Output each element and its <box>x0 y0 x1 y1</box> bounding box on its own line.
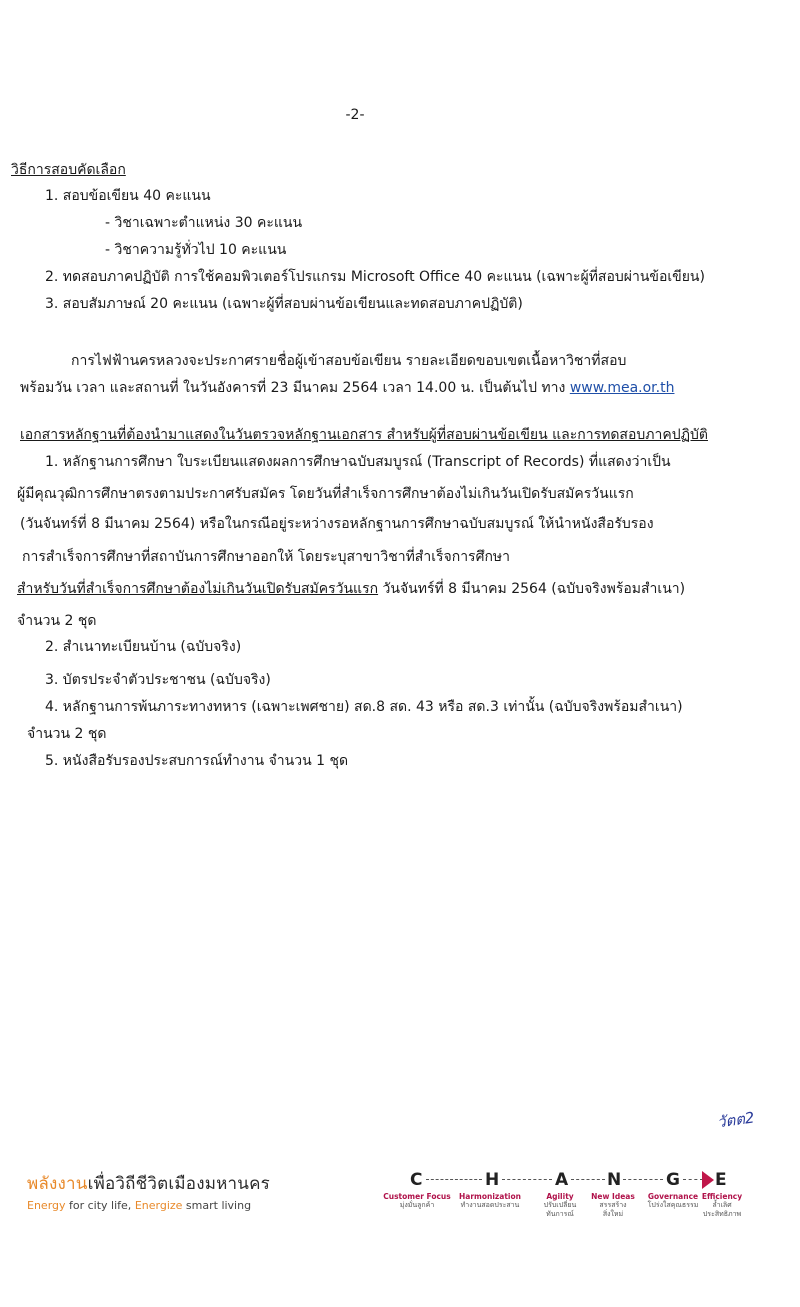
value-en: Harmonization <box>459 1192 521 1201</box>
value-customer-focus <box>382 1192 452 1210</box>
value-en: Governance <box>647 1192 699 1201</box>
handwritten-note: วัตต2 <box>715 1108 756 1132</box>
value-th: ทำงานสอดประสาน <box>460 1201 520 1209</box>
slogan-en-end: smart living <box>182 1199 252 1212</box>
doc-item-1-line-2: ผู้มีคุณวุฒิการศึกษาตรงตามประกาศรับสมัคร โดยวันที่สำเร็จการศึกษาต้องไม่เกินวันเปิดรับสมัครวันแรก <box>17 486 634 502</box>
footer-slogan <box>27 1170 270 1212</box>
doc-item-5: 5. หนังสือรับรองประสบการณ์ทำงาน จำนวน 1 ชุด <box>45 753 349 769</box>
selection-item-interview: 3. สอบสัมภาษณ์ 20 คะแนน (เฉพาะผู้ที่สอบผ่านข้อเขียนและทดสอบภาคปฏิบัติ) <box>45 296 523 312</box>
letter-e: E <box>715 1170 727 1190</box>
selection-subitem-general: - วิชาความรู้ทั่วไป 10 คะแนน <box>105 242 287 258</box>
doc-item-4-line-1: 4. หลักฐานการพ้นภาระทางทหาร (เฉพาะเพศชาย) สด.8 สด. 43 หรือ สด.3 เท่านั้น (ฉบับจริงพร้อมสำเนา) <box>45 699 683 715</box>
value-harmonization <box>455 1192 525 1210</box>
documents-heading: เอกสารหลักฐานที่ต้องนำมาแสดงในวันตรวจหลักฐานเอกสาร สำหรับผู้ที่สอบผ่านข้อเขียน และการทดสอบภาคปฏิบัติ <box>20 427 708 443</box>
page-number: -2- <box>345 107 365 123</box>
doc-item-1-line-5 <box>17 579 685 599</box>
value-th: โปร่งใสคุณธรรม <box>647 1201 699 1209</box>
doc-item-1-deadline-rest: วันจันทร์ที่ 8 มีนาคม 2564 (ฉบับจริงพร้อมสำเนา) <box>378 581 686 597</box>
value-efficiency <box>687 1192 757 1219</box>
doc-item-1-line-4: การสำเร็จการศึกษาที่สถาบันการศึกษาออกให้ โดยระบุสาขาวิชาที่สำเร็จการศึกษา <box>22 549 511 565</box>
change-values-graphic <box>383 1170 743 1230</box>
doc-item-1-line-1: 1. หลักฐานการศึกษา ใบระเบียนแสดงผลการศึกษาฉบับสมบูรณ์ (Transcript of Records) ที่แสดงว่าเป็น <box>45 454 671 470</box>
mea-website-link[interactable]: www.mea.or.th <box>569 380 675 396</box>
change-letters <box>410 1170 740 1190</box>
slogan-english <box>27 1199 270 1212</box>
value-th: ปรับเปลี่ยนทันการณ์ <box>543 1201 577 1218</box>
announcement-line-2 <box>20 378 674 398</box>
selection-subitem-position: - วิชาเฉพาะตำแหน่ง 30 คะแนน <box>105 215 303 231</box>
letter-n: N <box>607 1170 622 1190</box>
value-en: Customer Focus <box>383 1192 451 1201</box>
slogan-thai-highlight: พลังงาน <box>27 1174 88 1194</box>
arrow-triangle-icon <box>702 1171 714 1189</box>
slogan-en-energize: Energize <box>134 1199 183 1212</box>
slogan-en-mid: for city life, <box>65 1199 135 1212</box>
selection-item-written-exam: 1. สอบข้อเขียน 40 คะแนน <box>45 188 211 204</box>
dash-divider <box>623 1179 663 1180</box>
letter-c: C <box>410 1170 423 1190</box>
selection-item-practical: 2. ทดสอบภาคปฏิบัติ การใช้คอมพิวเตอร์โปรแกรม Microsoft Office 40 คะแนน (เฉพาะผู้ที่สอบผ่านข้อเขียน) <box>45 269 705 285</box>
value-en: New Ideas <box>591 1192 635 1201</box>
letter-a: A <box>555 1170 569 1190</box>
letter-h: H <box>485 1170 500 1190</box>
doc-item-1-line-6: จำนวน 2 ชุด <box>17 613 97 629</box>
doc-item-1-deadline-underlined: สำหรับวันที่สำเร็จการศึกษาต้องไม่เกินวันเปิดรับสมัครวันแรก <box>17 581 379 597</box>
letter-g: G <box>666 1170 680 1190</box>
value-th: มุ่งมั่นลูกค้า <box>399 1201 435 1209</box>
doc-item-3: 3. บัตรประจำตัวประชาชน (ฉบับจริง) <box>45 672 271 688</box>
value-th: สรรสร้างสิ่งใหม่ <box>599 1201 627 1218</box>
announcement-line-2-text: พร้อมวัน เวลา และสถานที่ ในวันอังคารที่ 23 มีนาคม 2564 เวลา 14.00 น. เป็นต้นไป ทาง <box>20 380 570 396</box>
value-th: ล้ำเลิศประสิทธิภาพ <box>702 1201 742 1218</box>
value-en: Efficiency <box>701 1192 743 1201</box>
slogan-thai-rest: เพื่อวิถีชีวิตเมืองมหานคร <box>87 1174 270 1194</box>
slogan-en-energy: Energy <box>27 1199 66 1212</box>
selection-heading: วิธีการสอบคัดเลือก <box>11 162 126 178</box>
doc-item-1-line-3: (วันจันทร์ที่ 8 มีนาคม 2564) หรือในกรณีอยู่ระหว่างรอหลักฐานการศึกษาฉบับสมบูรณ์ ให้นำหนังสือรับรอง <box>20 516 654 532</box>
announcement-line-1: การไฟฟ้านครหลวงจะประกาศรายชื่อผู้เข้าสอบข้อเขียน รายละเอียดขอบเขตเนื้อหาวิชาที่สอบ <box>71 353 627 369</box>
dash-divider <box>502 1179 552 1180</box>
dash-divider <box>683 1179 703 1180</box>
doc-item-2: 2. สำเนาทะเบียนบ้าน (ฉบับจริง) <box>45 639 242 655</box>
dash-divider <box>571 1179 605 1180</box>
doc-item-4-line-2: จำนวน 2 ชุด <box>27 726 107 742</box>
slogan-thai <box>27 1170 270 1197</box>
value-en: Agility <box>546 1192 574 1201</box>
dash-divider <box>426 1179 482 1180</box>
